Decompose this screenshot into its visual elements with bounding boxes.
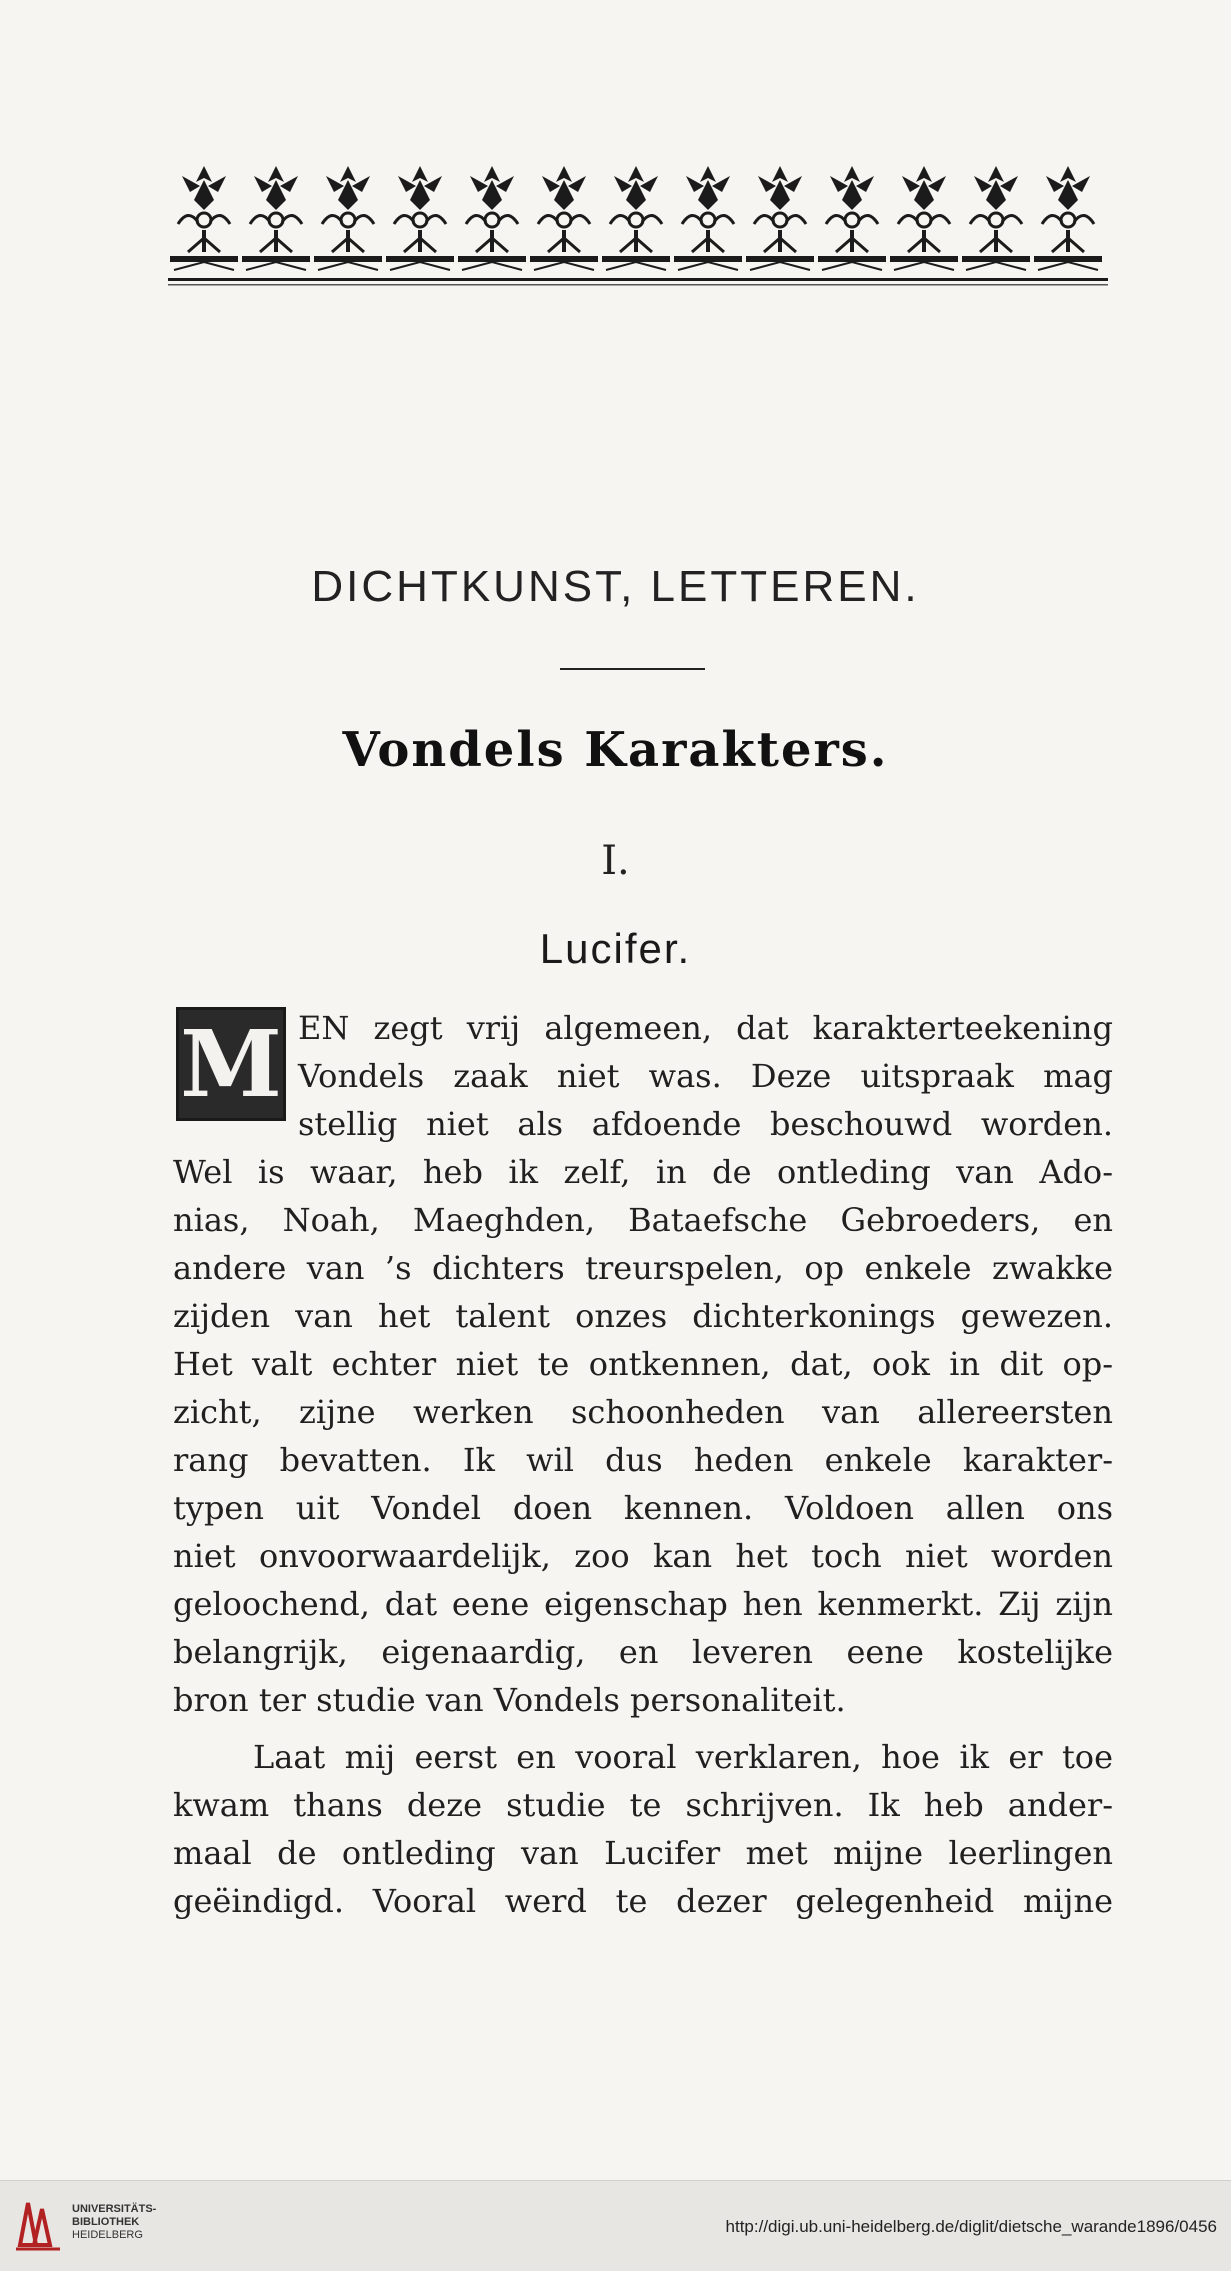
chapter-subtitle: Lucifer.: [539, 925, 692, 972]
body-line: zicht, zijne werken schoonheden van allereersten: [173, 1393, 1113, 1431]
article-title: Vondels Karakters.: [342, 722, 889, 778]
body-line: typen uit Vondel doen kennen. Voldoen allen ons: [173, 1489, 1113, 1527]
drop-cap-initial: [176, 1007, 286, 1121]
body-line: stellig niet als afdoende beschouwd worden.: [298, 1105, 1113, 1143]
section-title: DICHTKUNST, LETTEREN.: [311, 562, 920, 611]
body-line: bron ter studie van Vondels personaliteit.: [173, 1681, 846, 1719]
body-line: niet onvoorwaardelijk, zoo kan het toch niet worden: [173, 1537, 1113, 1575]
library-name: UNIVERSITÄTS- BIBLIOTHEK HEIDELBERG: [72, 2203, 157, 2241]
body-line: andere van ’s dichters treurspelen, op enkele zwakke: [173, 1249, 1113, 1287]
library-logo-icon: [14, 2195, 64, 2255]
body-line: geloochend, dat eene eigenschap hen kenmerkt. Zij zijn: [173, 1585, 1113, 1623]
body-line: maal de ontleding van Lucifer met mijne leerlingen: [173, 1834, 1113, 1872]
body-line: kwam thans deze studie te schrijven. Ik heb ander-: [173, 1786, 1113, 1824]
body-line: EN zegt vrij algemeen, dat karakterteekening: [298, 1009, 1113, 1047]
body-line: geëindigd. Vooral werd te dezer gelegenheid mijne: [173, 1882, 1113, 1920]
body-line: Wel is waar, heb ik zelf, in de ontleding van Ado-: [173, 1153, 1113, 1191]
body-line: Vondels zaak niet was. Deze uitspraak mag: [298, 1057, 1113, 1095]
body-line: rang bevatten. Ik wil dus heden enkele karakter-: [173, 1441, 1113, 1479]
body-line: zijden van het talent onzes dichterkonings gewezen.: [173, 1297, 1113, 1335]
body-line: Laat mij eerst en vooral verklaren, hoe ik er toe: [253, 1738, 1113, 1776]
title-divider: [560, 668, 705, 670]
body-line: nias, Noah, Maeghden, Bataefsche Gebroeders, en: [173, 1201, 1113, 1239]
part-number: I.: [601, 838, 630, 884]
permalink-url[interactable]: http://digi.ub.uni-heidelberg.de/diglit/dietsche_warande1896/0456: [725, 2217, 1217, 2236]
drop-cap-letter: M: [180, 1010, 282, 1118]
body-line: Het valt echter niet te ontkennen, dat, ook in dit op-: [173, 1345, 1113, 1383]
ornamental-header-band: [168, 160, 1108, 290]
body-line: belangrijk, eigenaardig, en leveren eene kostelijke: [173, 1633, 1113, 1671]
